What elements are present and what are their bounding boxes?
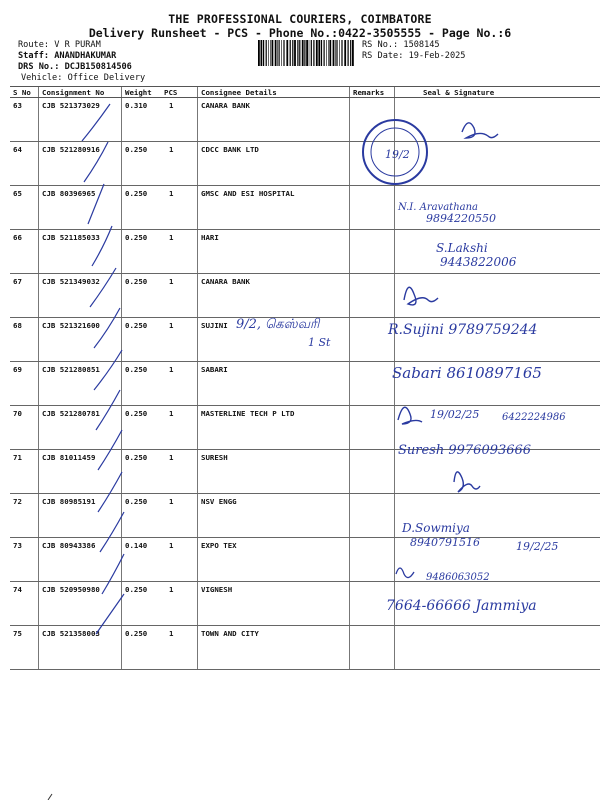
row65-phone: 9894220550 (426, 212, 496, 225)
cell-weight: 0.250 (122, 406, 162, 450)
rs-date: RS Date: 19-Feb-2025 (362, 51, 466, 61)
row70-date: 19/02/25 (430, 408, 480, 421)
row70-phone: 6422224986 (502, 412, 566, 423)
cell-remarks (350, 362, 395, 406)
cell-remarks (350, 274, 395, 318)
cell-consignee: NSV ENGG (198, 494, 350, 538)
barcode-bar (333, 40, 335, 66)
cell-consignment: CJB 80396965 (39, 186, 122, 230)
table-row (10, 230, 600, 274)
table-row (10, 142, 600, 186)
barcode-bar (302, 40, 304, 66)
row68-note: 9/2, கெஸ்வரி (236, 317, 320, 332)
barcode-bar (294, 40, 296, 66)
row68-note2: 1 St (308, 336, 331, 349)
barcode-bar (277, 40, 278, 66)
barcode-bar (306, 40, 308, 66)
cell-sno: 70 (10, 406, 39, 450)
barcode-bar (258, 40, 260, 66)
cell-consignment: CJB 521280851 (39, 362, 122, 406)
row71-signature: Suresh 9976093666 (398, 443, 532, 458)
cell-seal-signature (395, 582, 600, 626)
cell-consignee: CANARA BANK (198, 98, 350, 142)
cell-pcs: 1 (161, 186, 198, 230)
cell-weight: 0.250 (122, 494, 162, 538)
row74-phone: 9486063052 (426, 572, 490, 583)
cell-consignment: CJB 80985191 (39, 494, 122, 538)
row65-name: N.I. Aravathana (398, 202, 478, 213)
barcode-bar (297, 40, 298, 66)
barcode-bar (279, 40, 280, 66)
cell-consignment: CJB 521185033 (39, 230, 122, 274)
barcode-bar (326, 40, 327, 66)
table-row (10, 362, 600, 406)
cell-remarks (350, 582, 395, 626)
barcode-bar (329, 40, 331, 66)
cell-pcs: 1 (161, 274, 198, 318)
barcode-bar (328, 40, 329, 66)
cell-remarks (350, 142, 395, 186)
drs-line (18, 62, 145, 73)
barcode-bar (309, 40, 310, 66)
table-row (10, 274, 600, 318)
cell-seal-signature (395, 318, 600, 362)
staff-label: Staff: (18, 51, 50, 61)
barcode-bar (341, 40, 342, 66)
col-pcs: PCS (161, 87, 198, 98)
row73-phone: 8940791516 (410, 536, 480, 549)
barcode-bar (266, 40, 267, 66)
cell-consignee: EXPO TEX (198, 538, 350, 582)
cell-sno: 66 (10, 230, 39, 274)
cell-consignment: CJB 520950980 (39, 582, 122, 626)
cell-sno: 74 (10, 582, 39, 626)
stamp-date: 19/2 (385, 148, 410, 161)
cell-seal-signature (395, 450, 600, 494)
barcode-bar (304, 40, 305, 66)
cell-consignee: SUJINI (198, 318, 350, 362)
meta-left (18, 40, 145, 84)
barcode-bar (284, 40, 285, 66)
cell-sno: 65 (10, 186, 39, 230)
drs-value: DCJB150814506 (64, 62, 132, 72)
cell-sno: 69 (10, 362, 39, 406)
cell-pcs: 1 (161, 406, 198, 450)
row68-signature: R.Sujini 9789759244 (388, 322, 538, 338)
cell-seal-signature (395, 538, 600, 582)
cell-seal-signature (395, 230, 600, 274)
col-remarks: Remarks (350, 87, 395, 98)
table-row (10, 406, 600, 450)
cell-pcs: 1 (161, 582, 198, 626)
cell-pcs: 1 (161, 538, 198, 582)
route-text: Route: V R PURAM (18, 40, 101, 50)
page-mark (48, 794, 52, 800)
cell-seal-signature (395, 494, 600, 538)
barcode-bar (311, 40, 312, 66)
cell-pcs: 1 (161, 318, 198, 362)
cell-weight: 0.310 (122, 98, 162, 142)
cell-weight: 0.250 (122, 142, 162, 186)
cell-consignee: SABARI (198, 362, 350, 406)
row66-name: S.Lakshi (436, 241, 488, 255)
barcode-bar (339, 40, 340, 66)
cell-pcs: 1 (161, 98, 198, 142)
cell-remarks (350, 98, 395, 142)
row75-signature: 7664-66666 Jammiya (386, 598, 537, 614)
barcode-bar (336, 40, 337, 66)
barcode-bar (348, 40, 349, 66)
barcode-bar (283, 40, 284, 66)
barcode-bar (316, 40, 318, 66)
barcode-bar (275, 40, 277, 66)
cell-pcs: 1 (161, 494, 198, 538)
cell-consignee: VIGNESH (198, 582, 350, 626)
vehicle-text: Vehicle: Office Delivery (21, 73, 146, 83)
cell-consignment: CJB 521349032 (39, 274, 122, 318)
cell-remarks (350, 494, 395, 538)
table-row (10, 538, 600, 582)
barcode-bar (350, 40, 351, 66)
cell-seal-signature (395, 186, 600, 230)
cell-sno: 73 (10, 538, 39, 582)
cell-seal-signature (395, 142, 600, 186)
cell-seal-signature (395, 362, 600, 406)
company-title: THE PROFESSIONAL COURIERS, COIMBATORE (168, 12, 432, 26)
cell-remarks (350, 230, 395, 274)
cell-sno: 63 (10, 98, 39, 142)
barcode-bar (268, 40, 269, 66)
col-consignee: Consignee Details (198, 87, 350, 98)
cell-pcs: 1 (161, 362, 198, 406)
table-row (10, 626, 600, 670)
col-seal-signature: Seal & Signature (395, 87, 600, 98)
row73-name: D.Sowmiya (402, 521, 470, 535)
cell-consignment: CJB 521358003 (39, 626, 122, 670)
drs-label: DRS No.: (18, 62, 60, 72)
row66-phone: 9443822006 (440, 255, 517, 269)
cell-weight: 0.140 (122, 538, 162, 582)
cell-consignment: CJB 521321600 (39, 318, 122, 362)
table-row (10, 582, 600, 626)
barcode-bar (335, 40, 336, 66)
barcode-bar (352, 40, 354, 66)
cell-sno: 75 (10, 626, 39, 670)
table-header-row (10, 87, 600, 98)
barcode-bar (299, 40, 300, 66)
barcode-bar (342, 40, 343, 66)
cell-weight: 0.250 (122, 186, 162, 230)
cell-consignee: CDCC BANK LTD (198, 142, 350, 186)
cell-seal-signature (395, 406, 600, 450)
row69-signature: Sabari 8610897165 (392, 364, 542, 382)
cell-consignee: HARI (198, 230, 350, 274)
cell-remarks (350, 450, 395, 494)
cell-weight: 0.250 (122, 230, 162, 274)
cell-sno: 64 (10, 142, 39, 186)
barcode-bar (261, 40, 263, 66)
col-weight: Weight (122, 87, 162, 98)
cell-weight: 0.250 (122, 582, 162, 626)
cell-consignee: MASTERLINE TECH P LTD (198, 406, 350, 450)
cell-sno: 68 (10, 318, 39, 362)
table-row (10, 98, 600, 142)
col-sno: S No (10, 87, 39, 98)
cell-consignee: TOWN AND CITY (198, 626, 350, 670)
cell-sno: 67 (10, 274, 39, 318)
barcode-bar (292, 40, 293, 66)
cell-pcs: 1 (161, 450, 198, 494)
cell-remarks (350, 318, 395, 362)
cell-weight: 0.250 (122, 626, 162, 670)
barcode-bar (286, 40, 288, 66)
cell-remarks (350, 406, 395, 450)
barcode-bar (344, 40, 346, 66)
cell-consignment: CJB 521280781 (39, 406, 122, 450)
cell-consignee: CANARA BANK (198, 274, 350, 318)
barcode-bar (272, 40, 274, 66)
barcode-bar (313, 40, 314, 66)
col-consignment: Consignment No (39, 87, 122, 98)
barcode-bar (281, 40, 282, 66)
cell-remarks (350, 186, 395, 230)
cell-remarks (350, 538, 395, 582)
cell-seal-signature (395, 274, 600, 318)
row73-date: 19/2/25 (516, 540, 559, 553)
table-row (10, 318, 600, 362)
staff-value: ANANDHAKUMAR (54, 51, 117, 61)
runsheet-subtitle: Delivery Runsheet - PCS - Phone No.:0422-3505555 - Page No.:6 (88, 26, 512, 40)
cell-weight: 0.250 (122, 450, 162, 494)
rs-number: RS No.: 1508145 (362, 40, 440, 50)
cell-sno: 72 (10, 494, 39, 538)
barcode-bar (318, 40, 320, 66)
cell-seal-signature (395, 626, 600, 670)
table-row (10, 186, 600, 230)
meta-right (362, 40, 465, 62)
table-row (10, 494, 600, 538)
cell-weight: 0.250 (122, 362, 162, 406)
barcode (258, 40, 356, 66)
barcode-bar (324, 40, 325, 66)
table-row (10, 450, 600, 494)
barcode-bar (321, 40, 322, 66)
cell-consignee: GMSC AND ESI HOSPITAL (198, 186, 350, 230)
staff-line (18, 51, 145, 62)
cell-weight: 0.250 (122, 318, 162, 362)
cell-consignment: CJB 81011459 (39, 450, 122, 494)
barcode-bar (290, 40, 291, 66)
cell-consignment: CJB 80943386 (39, 538, 122, 582)
barcode-bar (263, 40, 264, 66)
cell-remarks (350, 626, 395, 670)
cell-sno: 71 (10, 450, 39, 494)
barcode-bar (270, 40, 271, 66)
cell-pcs: 1 (161, 626, 198, 670)
cell-consignment: CJB 521373029 (39, 98, 122, 142)
delivery-table (10, 86, 600, 670)
cell-consignment: CJB 521280916 (39, 142, 122, 186)
cell-weight: 0.250 (122, 274, 162, 318)
cell-consignee: SURESH (198, 450, 350, 494)
cell-pcs: 1 (161, 142, 198, 186)
cell-seal-signature (395, 98, 600, 142)
cell-pcs: 1 (161, 230, 198, 274)
